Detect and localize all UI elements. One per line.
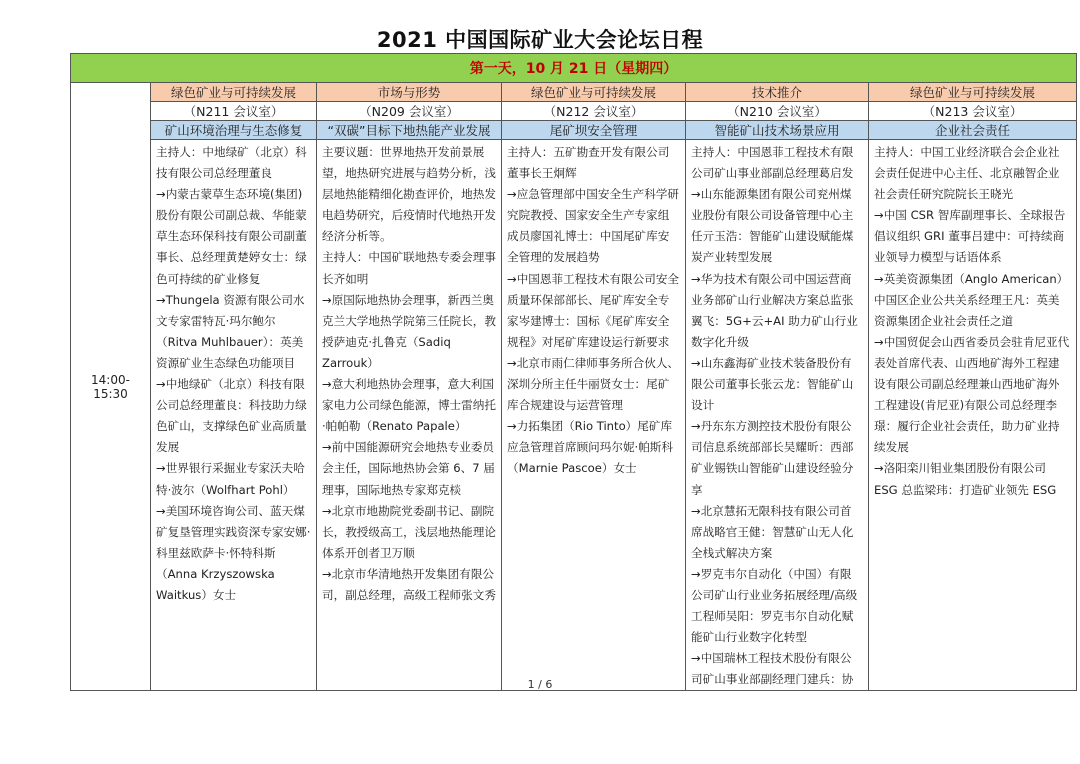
agenda-item: 主持人：五矿勘查开发有限公司董事长王炯辉 (507, 145, 670, 181)
agenda-item: →北京慧拓无限科技有限公司首席战略官王健：智慧矿山无人化全栈式解决方案 (691, 503, 854, 560)
schedule-table (70, 53, 1077, 691)
room-cell: （N210 会议室） (686, 102, 869, 121)
agenda-item: →华为技术有限公司中国运营商业务部矿山行业解决方案总监张翼飞：5G+云+AI 助力矿山行业数字化升级 (691, 271, 858, 349)
agenda-item: →应急管理部中国安全生产科学研究院教授、国家安全生产专家组成员廖国礼博士：中国尾矿库安全管理的发展趋势 (507, 187, 680, 265)
session-cell: 企业社会责任 (869, 121, 1077, 140)
agenda-item: →山东能源集团有限公司兖州煤业股份有限公司设备管理中心主任亓玉浩：智能矿山建设赋能煤炭产业转型发展 (691, 187, 854, 265)
content-row (71, 140, 1077, 691)
agenda-item: →中地绿矿（北京）科技有限公司总经理董良：科技助力绿色矿山，支撑绿色矿业高质量发展 (156, 377, 307, 455)
room-cell: （N213 会议室） (869, 102, 1077, 121)
agenda-item: →山东鑫海矿业技术装备股份有限公司董事长张云龙：智能矿山设计 (691, 355, 854, 413)
agenda-item: →中国贸促会山西省委员会驻肯尼亚代表处首席代表、山西地矿海外工程建设有限公司副总经理兼山西地矿海外工程建设(肯尼亚)有限公司总经理李璟：履行企业社会责任，助力矿业持续发展 (874, 334, 1070, 455)
agenda-item: →英美资源集团（Anglo American）中国区企业公共关系经理王凡：英美资源集团企业社会责任之道 (874, 271, 1069, 328)
agenda-item: →罗克韦尔自动化（中国）有限公司矿山行业业务拓展经理/高级工程师吴阳：罗克韦尔自动化赋能矿山行业数字化转型 (691, 566, 858, 645)
session-cell: 智能矿山技术场景应用 (686, 121, 869, 140)
day-header: 第一天，10 月 21 日（星期四） (71, 54, 1077, 83)
agenda-item: →北京市雨仁律师事务所合伙人、深圳分所主任牛丽贤女士：尾矿库合规建设与运营管理 (507, 355, 680, 413)
agenda-item: →世界银行采掘业专家沃夫哈特·波尔（Wolfhart Pohl） (156, 461, 305, 497)
agenda-item: →中国恩菲工程技术有限公司安全质量环保部部长、尾矿库安全专家岑建博士：国标《尾矿库安全规程》对尾矿库建设运行新要求 (507, 271, 680, 349)
session-cell: 矿山环境治理与生态修复 (151, 121, 317, 140)
theme-row (71, 83, 1077, 102)
agenda-item: →美国环境咨询公司、蓝天煤矿复垦管理实践资深专家安娜·科里兹欧萨卡·怀特科斯（Anna Krzyszowska Waitkus）女士 (156, 503, 311, 602)
agenda-item: →意大利地热协会理事，意大利国家电力公司绿色能源，博士雷纳托·帕帕勒（Renato Papale） (322, 377, 496, 434)
room-cell: （N209 会议室） (317, 102, 502, 121)
agenda-item: →洛阳栾川钼业集团股份有限公司 ESG 总监梁玮：打造矿业领先 ESG (874, 461, 1057, 497)
theme-cell: 技术推介 (686, 83, 869, 102)
session-cell: “双碳”目标下地热能产业发展 (317, 121, 502, 140)
agenda-item: →北京市地勘院党委副书记、副院长，教授级高工，浅层地热能理论体系开创者卫万顺 (322, 503, 496, 560)
agenda-item: 主要议题：世界地热开发前景展望，地热研究进展与趋势分析，浅层地热能精细化勘查评价，地热发电趋势研究，后疫情时代地热开发经济分析等。 (322, 145, 496, 244)
session-cell: 尾矿坝安全管理 (502, 121, 686, 140)
theme-cell: 市场与形势 (317, 83, 502, 102)
agenda-item: →原国际地热协会理事，新西兰奥克兰大学地热学院第三任院长，教授萨迪克·扎鲁克（Sadiq Zarrouk） (322, 292, 496, 370)
content-cell (869, 140, 1077, 691)
agenda-item: 主持人：中国恩菲工程技术有限公司矿山事业部副总经理葛启发 (691, 145, 854, 181)
theme-cell: 绿色矿业与可持续发展 (869, 83, 1077, 102)
content-cell (151, 140, 317, 691)
agenda-item: →Thungela 资源有限公司水文专家雷特瓦·玛尔鲍尔（Ritva Muhlbauer）：英美资源矿业生态绿色功能项目 (156, 292, 305, 370)
agenda-item: →丹东东方测控技术股份有限公司信息系统部部长吴耀昕：西部矿业锡铁山智能矿山建设经验分享 (691, 419, 854, 497)
room-row (71, 102, 1077, 121)
agenda-item: 主持人：中国矿联地热专委会理事长齐如明 (322, 250, 496, 286)
content-cell (686, 140, 869, 691)
theme-cell: 绿色矿业与可持续发展 (151, 83, 317, 102)
agenda-item: →北京市华清地热开发集团有限公司，副总经理，高级工程师张文秀 (322, 566, 496, 602)
page-title: 2021 中国国际矿业大会论坛日程 (376, 28, 704, 52)
time-slot: 14:00-15:30 (71, 83, 151, 691)
content-cell (317, 140, 502, 691)
agenda-item: →中国瑞林工程技术股份有限公司矿山事业部副经理门建兵：协 (691, 651, 854, 687)
room-cell: （N212 会议室） (502, 102, 686, 121)
room-cell: （N211 会议室） (151, 102, 317, 121)
agenda-item: →中国 CSR 智库副理事长、全球报告倡议组织 GRI 董事吕建中：可持续商业领导力模型与话语体系 (874, 208, 1066, 265)
agenda-item: →力拓集团（Rio Tinto）尾矿库应急管理首席顾问玛尔妮·帕斯科（Marnie Pascoe）女士 (507, 419, 673, 476)
agenda-item: 主持人：中地绿矿（北京）科技有限公司总经理董良 (156, 145, 307, 181)
agenda-item: 主持人：中国工业经济联合会企业社会责任促进中心主任、北京融智企业社会责任研究院院长王晓光 (874, 145, 1060, 202)
page-number: 1 / 6 (527, 678, 553, 691)
agenda-item: →前中国能源研究会地热专业委员会主任，国际地热协会第 6、7 届理事，国际地热专家郑克棪 (322, 440, 495, 497)
session-row (71, 121, 1077, 140)
content-cell (502, 140, 686, 691)
theme-cell: 绿色矿业与可持续发展 (502, 83, 686, 102)
agenda-item: →内蒙古蒙草生态环境(集团)股份有限公司副总裁、华能蒙草生态环保科技有限公司副董事长、总经理黄楚婷女士：绿色可持续的矿业修复 (156, 187, 307, 286)
day-header-row (71, 54, 1077, 83)
